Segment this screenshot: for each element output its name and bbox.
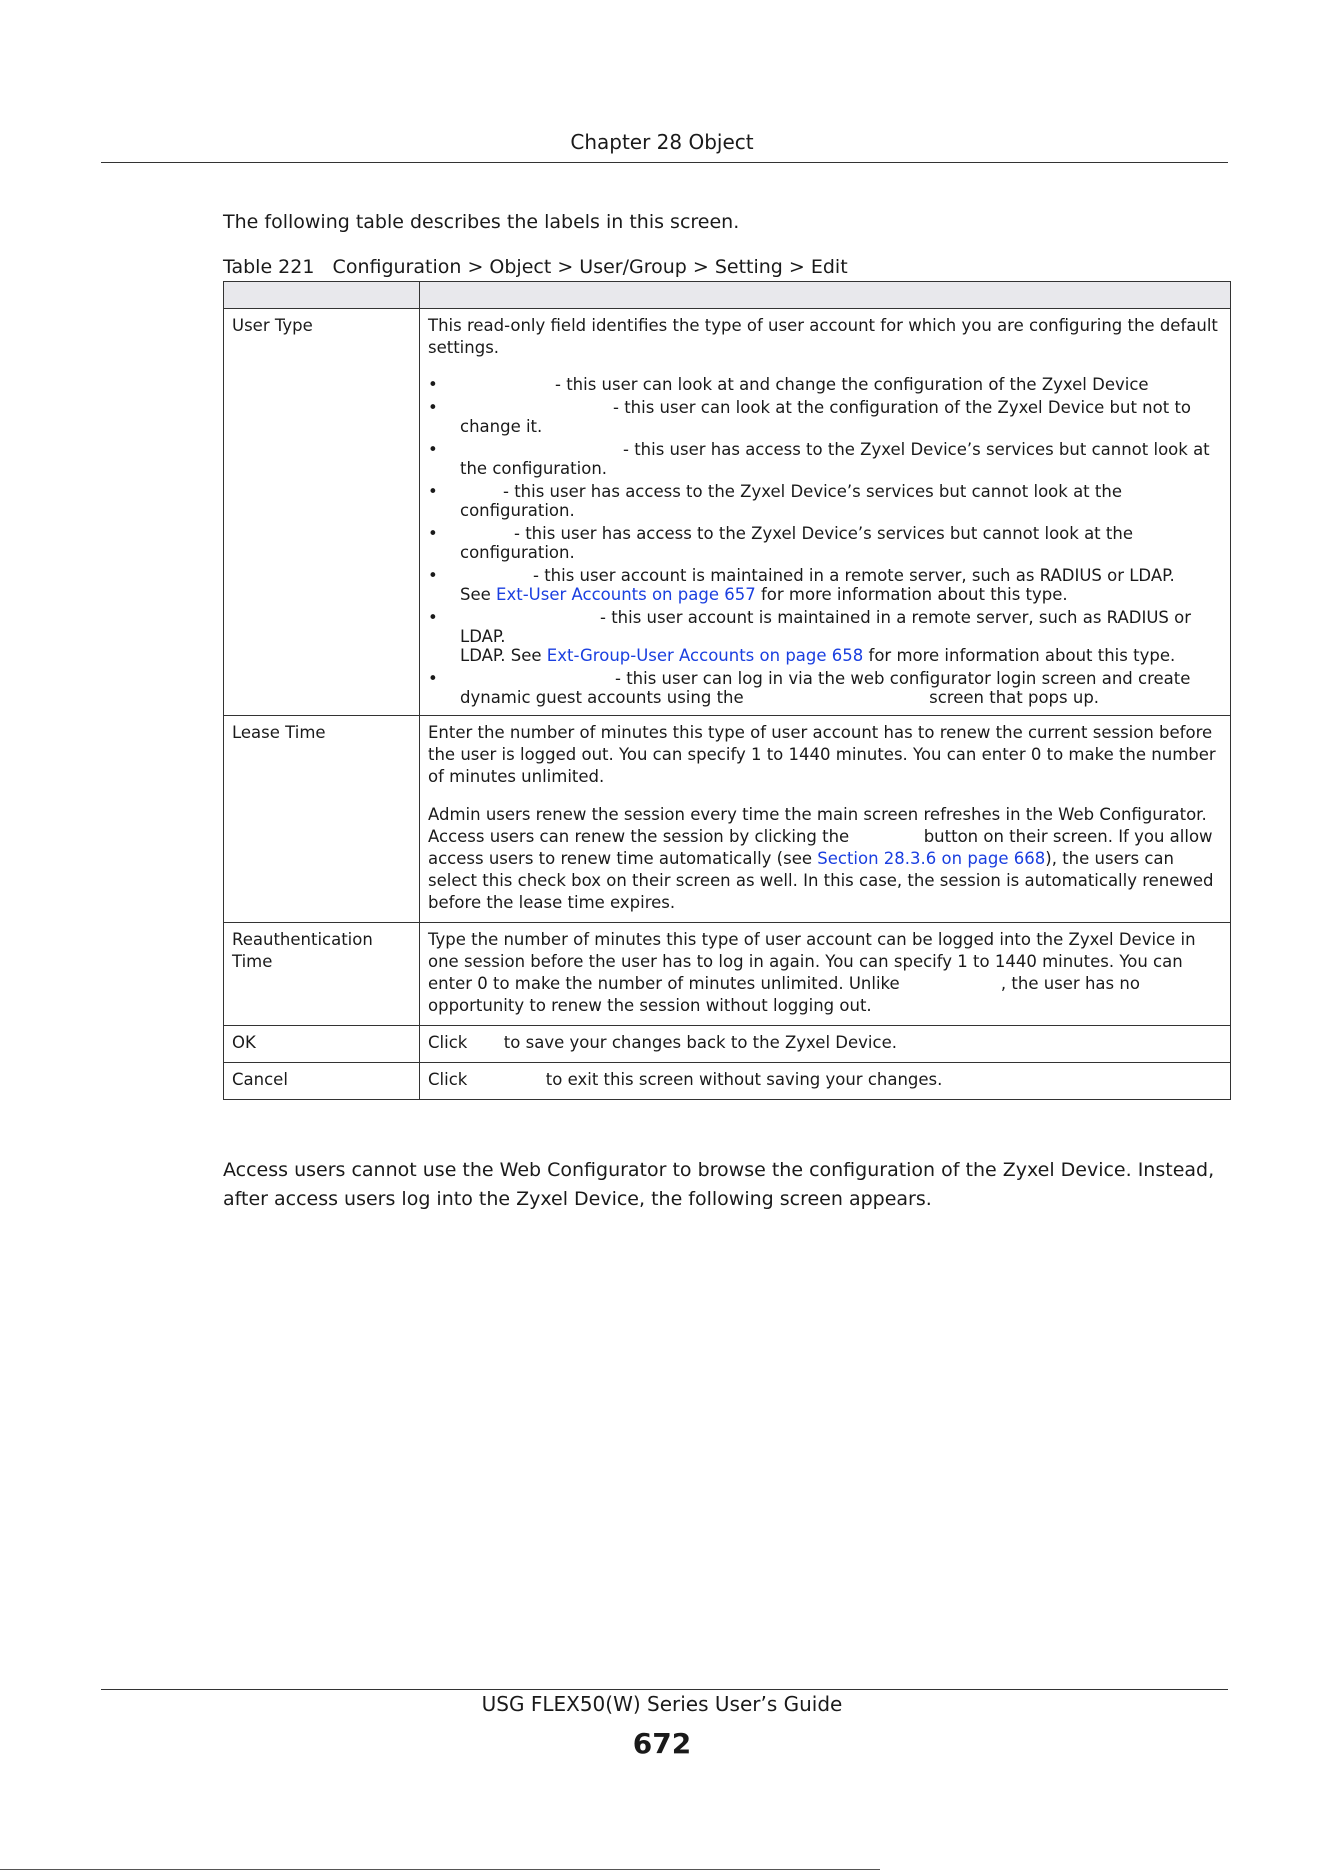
footer-guide-title: USG FLEX50(W) Series User’s Guide <box>481 1692 843 1716</box>
page-number: 672 <box>632 1727 692 1760</box>
list-item: • - this user has access to the Zyxel Device’s services but cannot look at the configuration. <box>428 440 1222 478</box>
table-row <box>224 1063 1231 1100</box>
row-label: Lease Time <box>224 716 420 923</box>
table-row <box>224 309 1231 716</box>
header-cell-description <box>420 282 1231 309</box>
table-header-row <box>224 282 1231 309</box>
row-description <box>420 716 1231 923</box>
bottom-divider <box>0 1869 880 1870</box>
list-item: • - this user has access to the Zyxel Device’s services but cannot look at the configuration. <box>428 482 1222 520</box>
table-caption: Table 221 Configuration > Object > User/Group > Setting > Edit <box>223 256 848 278</box>
row-label: Reauthentication Time <box>224 923 420 1026</box>
row-label: Cancel <box>224 1063 420 1100</box>
lease-time-p1: Enter the number of minutes this type of user account has to renew the current session before the user is logged out. You can specify 1 to 1440 minutes. You can enter 0 to make the number of minutes unlimited. <box>428 723 1216 786</box>
header-divider <box>101 162 1228 163</box>
section-link[interactable]: Section 28.3.6 on page 668 <box>817 849 1046 868</box>
row-description <box>420 309 1231 716</box>
intro-text: The following table describes the labels in this screen. <box>223 211 740 233</box>
row-label: User Type <box>224 309 420 716</box>
list-item: • - this user can look at the configuration of the Zyxel Device but not to change it. <box>428 398 1222 436</box>
row-description: Click to save your changes back to the Zyxel Device. <box>420 1026 1231 1063</box>
row-label: OK <box>224 1026 420 1063</box>
access-users-paragraph: Access users cannot use the Web Configurator to browse the configuration of the Zyxel Device. Instead, after access users log into the Zyxel Device, the following screen appears. <box>223 1159 1215 1210</box>
header-cell-label <box>224 282 420 309</box>
labels-table <box>223 281 1231 1100</box>
list-item: • - this user can look at and change the configuration of the Zyxel Device <box>428 375 1222 394</box>
ext-user-link[interactable]: Ext-User Accounts on page 657 <box>496 585 756 604</box>
page-header-title: Chapter 28 Object <box>570 130 754 154</box>
table-row <box>224 716 1231 923</box>
lease-time-p2: Admin users renew the session every time the main screen refreshes in the Web Configurator. Access users can renew the session by clicking the button on their screen. If you allow access users to renew time automatically (see Section 28.3.6 on page 668), the users can select this check box on their screen as well. In this case, the session is automatically renewed before the lease time expires. <box>428 805 1214 912</box>
list-item: • - this user account is maintained in a remote server, such as RADIUS or LDAP. LDAP. See Ext-Group-User Accounts on page 658 for more information about this type. <box>428 608 1222 665</box>
row-description: Click to exit this screen without saving your changes. <box>420 1063 1231 1100</box>
footer-divider <box>101 1689 1228 1690</box>
user-type-intro: This read-only field identifies the type of user account for which you are configuring the default settings. <box>428 316 1218 357</box>
table-row <box>224 1026 1231 1063</box>
row-description: Type the number of minutes this type of user account can be logged into the Zyxel Device in one session before the user has to log in again. You can specify 1 to 1440 minutes. You can enter 0 to make the number of minutes unlimited. Unlike , the user has no opportunity to renew the session without logging out. <box>420 923 1231 1026</box>
list-item: • - this user has access to the Zyxel Device’s services but cannot look at the configuration. <box>428 524 1222 562</box>
list-item: • - this user can log in via the web configurator login screen and create dynamic guest accounts using the screen that pops up. <box>428 669 1222 707</box>
ext-group-user-link[interactable]: Ext-Group-User Accounts on page 658 <box>546 646 864 665</box>
user-type-list <box>428 375 1222 707</box>
table-row <box>224 923 1231 1026</box>
list-item: • - this user account is maintained in a remote server, such as RADIUS or LDAP. See Ext-User Accounts on page 657 for more information about this type. <box>428 566 1222 604</box>
